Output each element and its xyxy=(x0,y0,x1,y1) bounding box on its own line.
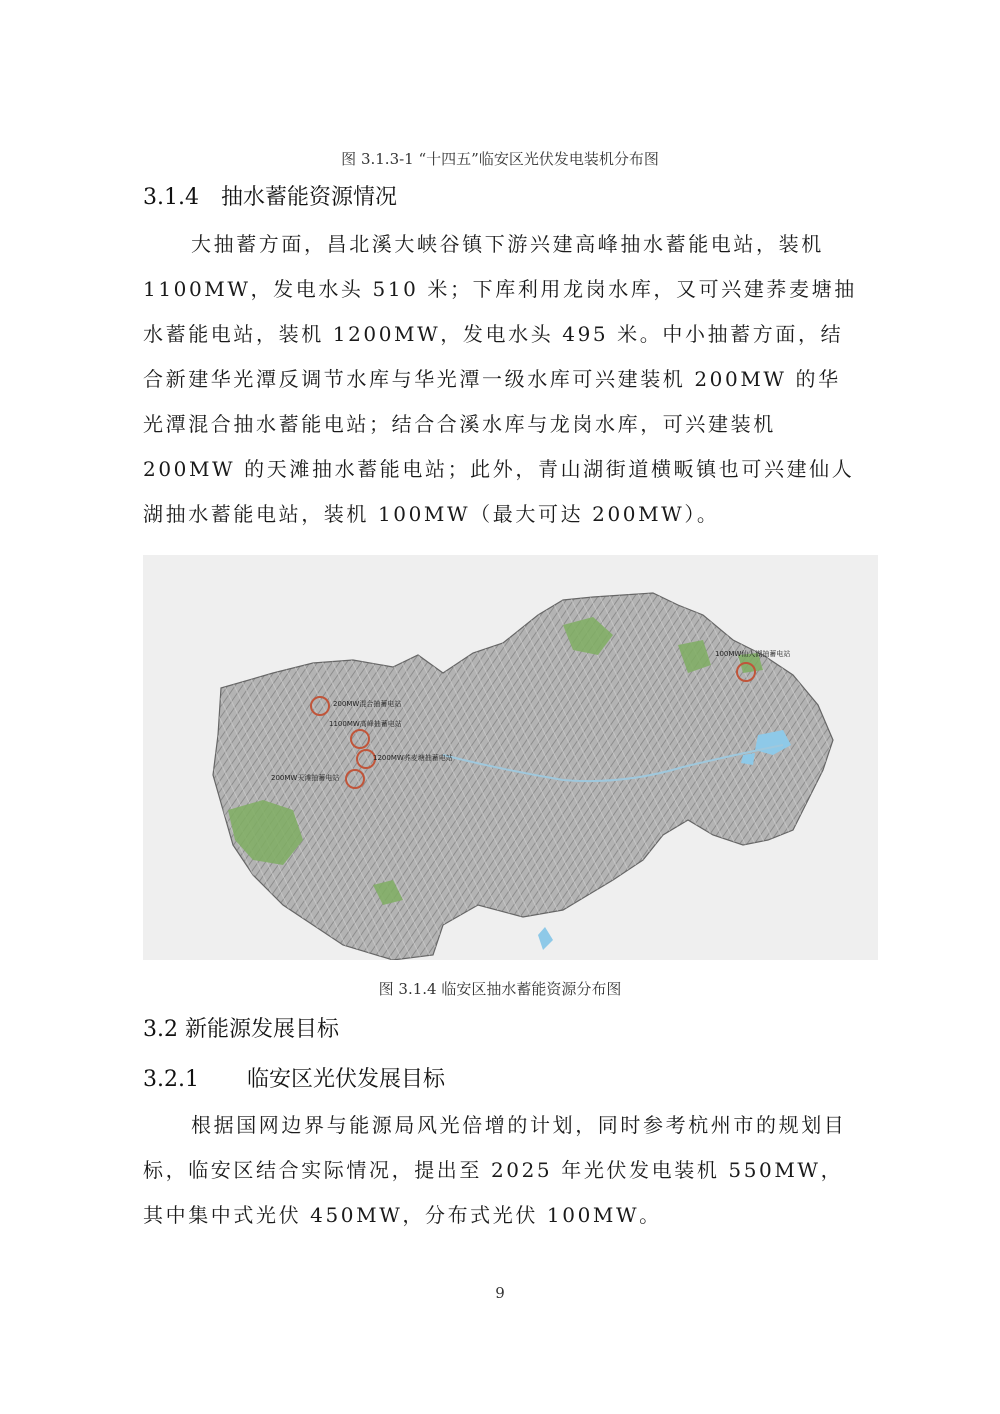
map-label-tiantan: 200MW天滩抽蓄电站 xyxy=(271,774,340,782)
paragraph-text: 大抽蓄方面，昌北溪大峡谷镇下游兴建高峰抽水蓄能电站，装机1100MW，发电水头 510 米；下库利用龙岗水库，又可兴建荞麦塘抽水蓄能电站，装机 1200MW，发电水头 495 米。中小抽蓄方面，结合新建华光潭反调节水库与华光潭一级水库可兴建装机 200MW 的华光潭混合抽水蓄能电站；结合合溪水库与龙岗水库，可兴建装机 200MW 的天滩抽水蓄能电站；此外，青山湖街道横畈镇也可兴建仙人湖抽水蓄能电站，装机 100MW（最大可达 200MW）。 xyxy=(143,232,857,526)
map-label-gaofeng: 1100MW高峰抽蓄电站 xyxy=(329,720,402,728)
page-number: 9 xyxy=(495,1284,505,1302)
map-label-hybrid: 200MW混合抽蓄电站 xyxy=(333,700,402,708)
section-heading-3-1-4 xyxy=(143,180,397,211)
terrain-map xyxy=(143,555,878,960)
section-heading-3-2: 3.2 新能源发展目标 xyxy=(143,1017,339,1042)
section-heading-3-2-1 xyxy=(143,1062,445,1093)
section-number: 3.2.1 xyxy=(143,1067,199,1092)
map-label-xianrenhu: 100MW仙人湖抽蓄电站 xyxy=(715,650,791,658)
figure-caption-map: 图 3.1.4 临安区抽水蓄能资源分布图 xyxy=(378,980,622,998)
section-title: 临安区光伏发展目标 xyxy=(246,1067,445,1092)
paragraph-pv-target xyxy=(143,1103,858,1238)
paragraph-text: 根据国网边界与能源局风光倍增的计划，同时参考杭州市的规划目标，临安区结合实际情况，提出至 2025 年光伏发电装机 550MW，其中集中式光伏 450MW，分布式光伏 100MW。 xyxy=(143,1113,847,1227)
map-figure xyxy=(143,555,878,960)
section-number: 3.1.4 xyxy=(143,185,199,210)
map-label-qiaomaitang: 1200MW荞麦塘抽蓄电站 xyxy=(373,754,453,762)
section-title: 抽水蓄能资源情况 xyxy=(220,185,397,210)
paragraph-pumped-storage xyxy=(143,222,858,537)
figure-caption-pv: 图 3.1.3-1 “十四五”临安区光伏发电装机分布图 xyxy=(341,150,659,168)
